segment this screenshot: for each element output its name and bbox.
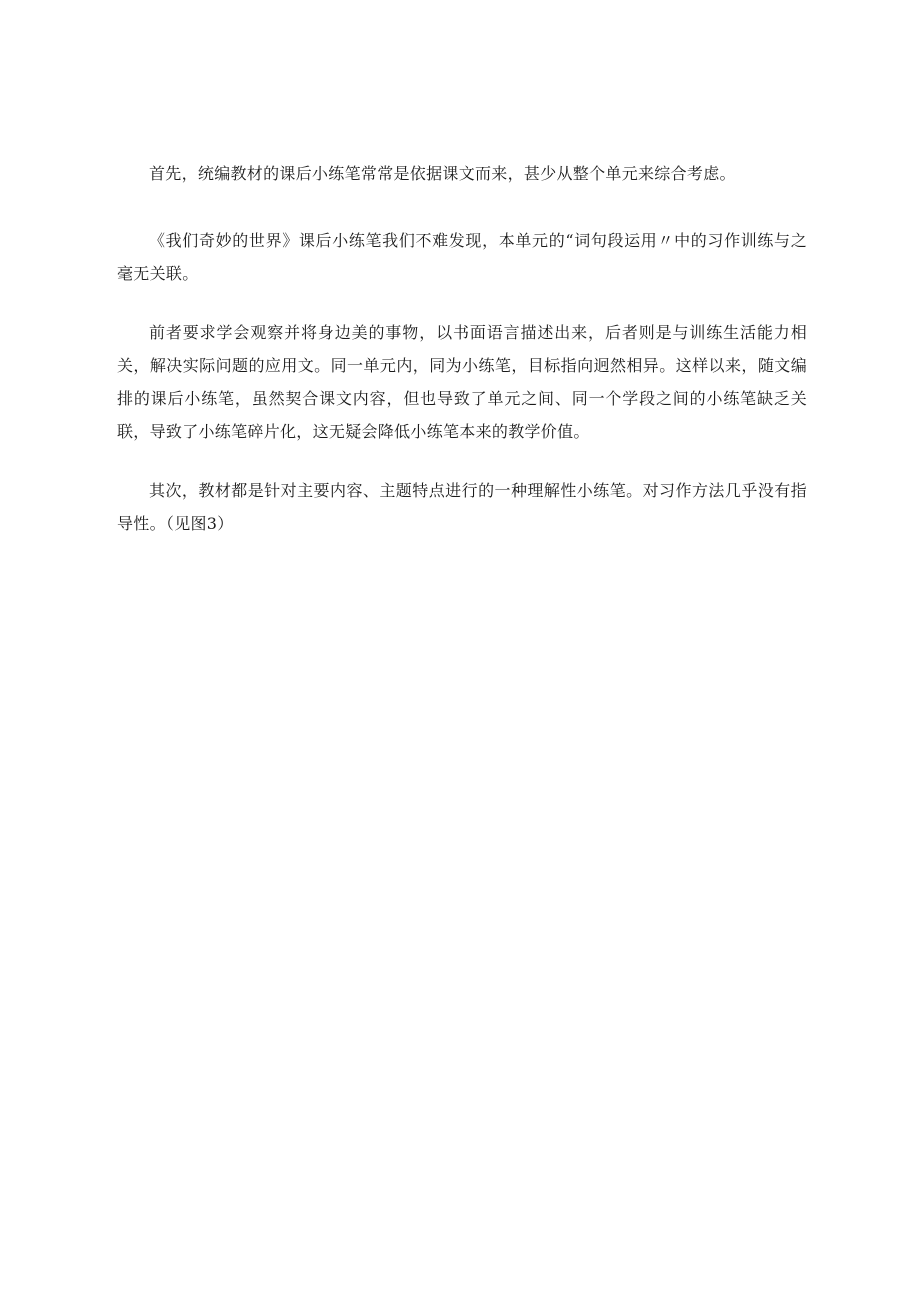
document-body (117, 157, 807, 562)
paragraph-3: 前者要求学会观察并将身边美的事物，以书面语言描述出来，后者则是与训练生活能力相关，解决实际问题的应用文。同一单元内，同为小练笔，目标指向迥然相异。这样以来，随文编排的课后小练笔，虽然契合课文内容，但也导致了单元之间、同一个学段之间的小练笔缺乏关联，导致了小练笔碎片化，这无疑会降低小练笔本来的教学价值。 (117, 323, 807, 441)
paragraph-2: 《我们奇妙的世界》课后小练笔我们不难发现，本单元的“词句段运用〃中的习作训练与之毫无关联。 (117, 231, 807, 283)
paragraph-4: 其次，教材都是针对主要内容、主题特点进行的一种理解性小练笔。对习作方法几乎没有指导性。（见图3） (117, 481, 807, 533)
paragraph-1: 首先，统编教材的课后小练笔常常是依据课文而来，甚少从整个单元来综合考虑。 (149, 164, 736, 183)
